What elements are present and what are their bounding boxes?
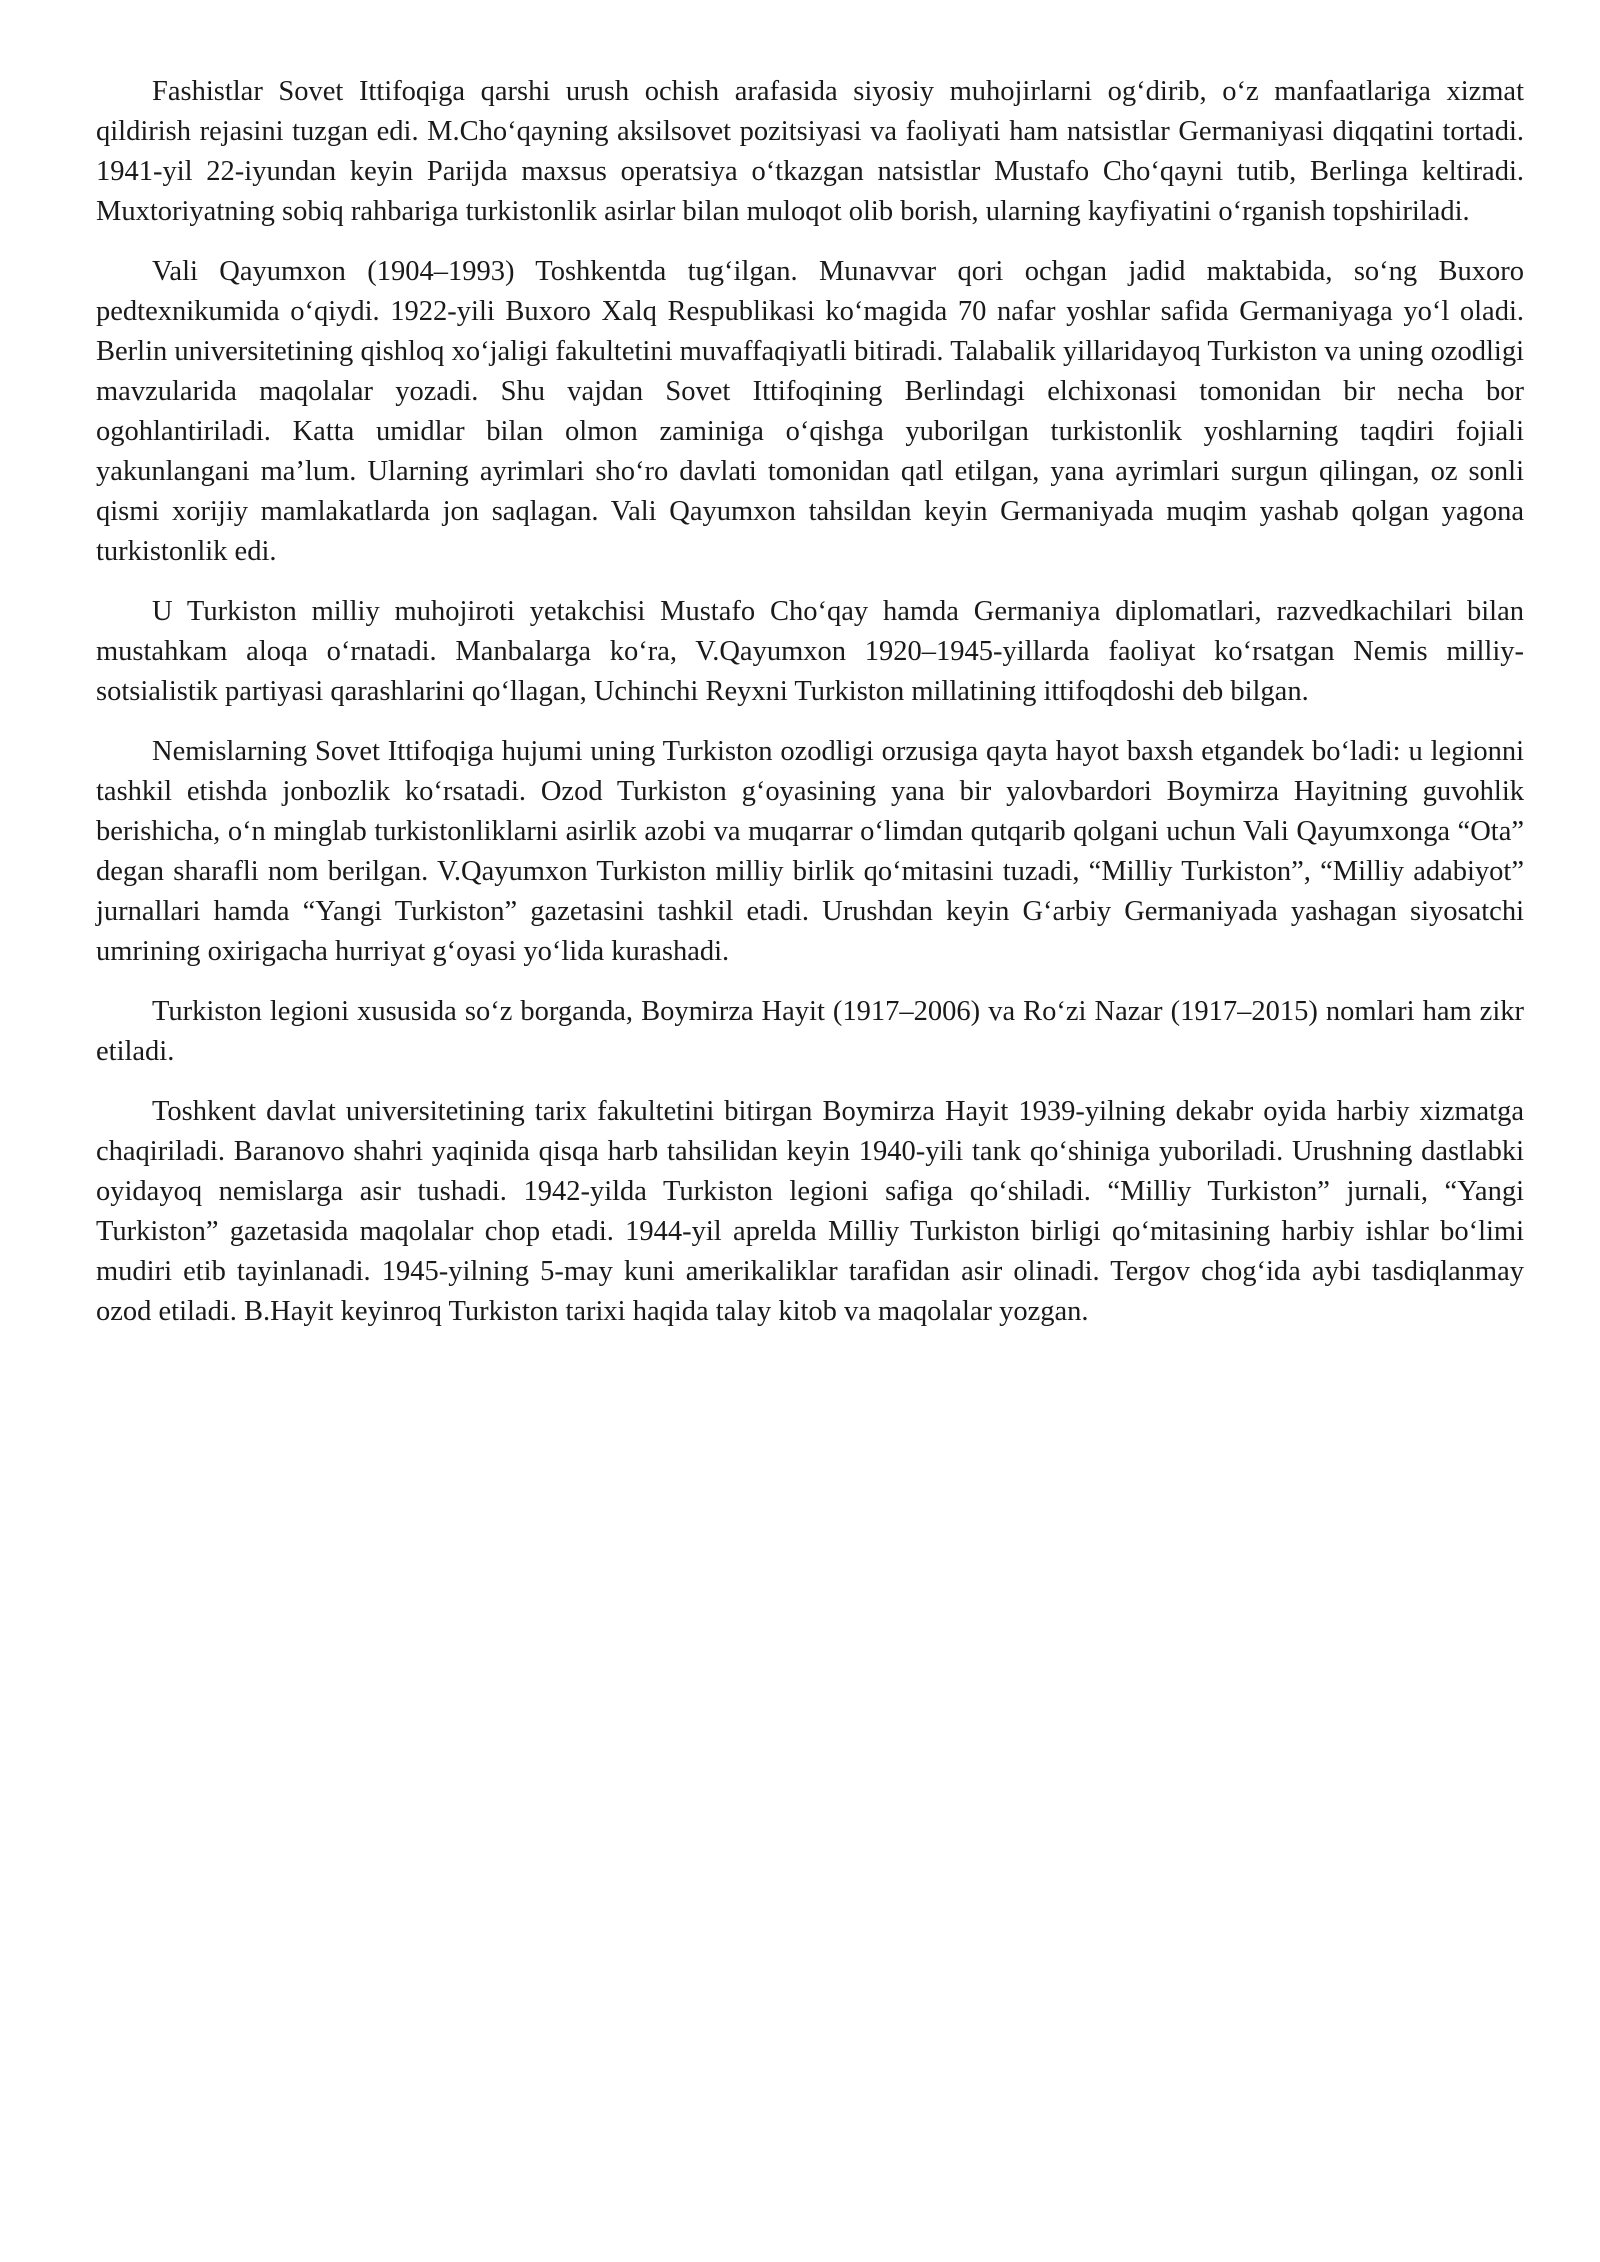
paragraph-qayumxon-contacts: U Turkiston milliy muhojiroti yetakchisi Mustafo Cho‘qay hamda Germaniya diplomatlari, razvedkachilari bilan mustahkam aloqa o‘rnatadi. Manbalarga ko‘ra, V.Qayumxon 1920–1945-yillarda faoliyat ko‘rsatgan Nemis milliy-sotsialistik partiyasi qarashlarini qo‘llagan, Uchinchi Reyxni Turkiston millatining ittifoqdoshi deb bilgan. bbox=[96, 596, 1524, 707]
document-page bbox=[96, 72, 1524, 1352]
paragraph-legion-formation: Nemislarning Sovet Ittifoqiga hujumi uning Turkiston ozodligi orzusiga qayta hayot baxsh etgandek bo‘ladi: u legionni tashkil etishda jonbozlik ko‘rsatadi. Ozod Turkiston g‘oyasining yana bir yalovbardori Boymirza Hayitning guvohlik berishicha, o‘n minglab turkistonliklarni asirlik azobi va muqarrar o‘limdan qutqarib qolgani uchun Vali Qayumxonga “Ota” degan sharafli nom berilgan. V.Qayumxon Turkiston milliy birlik qo‘mitasini tuzadi, “Milliy Turkiston”, “Milliy adabiyot” jurnallari hamda “Yangi Turkiston” gazetasini tashkil etadi. Urushdan keyin G‘arbiy Germaniyada yashagan siyosatchi umrining oxirigacha hurriyat g‘oyasi yo‘lida kurashadi. bbox=[96, 736, 1524, 967]
paragraph-fascists-plan: Fashistlar Sovet Ittifoqiga qarshi urush ochish arafasida siyosiy muhojirlarni og‘dirib, o‘z manfaatlariga xizmat qildirish rejasini tuzgan edi. M.Cho‘qayning aksilsovet pozitsiyasi va faoliyati ham natsistlar Germaniyasi diqqatini tortadi. 1941-yil 22-iyundan keyin Parijda maxsus operatsiya o‘tkazgan natsistlar Mustafo Cho‘qayni tutib, Berlinga keltiradi. Muxtoriyatning sobiq rahbariga turkistonlik asirlar bilan muloqot olib borish, ularning kayfiyatini o‘rganish topshiriladi. bbox=[96, 76, 1524, 227]
paragraph-vali-qayumxon-biography: Vali Qayumxon (1904–1993) Toshkentda tug‘ilgan. Munavvar qori ochgan jadid maktabida, so‘ng Buxoro pedtexnikumida o‘qiydi. 1922-yili Buxoro Xalq Respublikasi ko‘magida 70 nafar yoshlar safida Germaniyaga yo‘l oladi. Berlin universitetining qishloq xo‘jaligi fakultetini muvaffaqiyatli bitiradi. Talabalik yillaridayoq Turkiston va uning ozodligi mavzularida maqolalar yozadi. Shu vajdan Sovet Ittifoqining Berlindagi elchixonasi tomonidan bir necha bor ogohlantiriladi. Katta umidlar bilan olmon zaminiga o‘qishga yuborilgan turkistonlik yoshlarning taqdiri fojiali yakunlangani ma’lum. Ularning ayrimlari sho‘ro davlati tomonidan qatl etilgan, yana ayrimlari surgun qilingan, oz sonli qismi xorijiy mamlakatlarda jon saqlagan. Vali Qayumxon tahsildan keyin Germaniyada muqim yashab qolgan yagona turkistonlik edi. bbox=[96, 256, 1524, 567]
paragraph-boymirza-hayit-biography: Toshkent davlat universitetining tarix fakultetini bitirgan Boymirza Hayit 1939-yilning dekabr oyida harbiy xizmatga chaqiriladi. Baranovo shahri yaqinida qisqa harb tahsilidan keyin 1940-yili tank qo‘shiniga yuboriladi. Urushning dastlabki oyidayoq nemislarga asir tushadi. 1942-yilda Turkiston legioni safiga qo‘shiladi. “Milliy Turkiston” jurnali, “Yangi Turkiston” gazetasida maqolalar chop etadi. 1944-yil aprelda Milliy Turkiston birligi qo‘mitasining harbiy ishlar bo‘limi mudiri etib tayinlanadi. 1945-yilning 5-may kuni amerikaliklar tarafidan asir olinadi. Tergov chog‘ida aybi tasdiqlanmay ozod etiladi. B.Hayit keyinroq Turkiston tarixi haqida talay kitob va maqolalar yozgan. bbox=[96, 1096, 1524, 1327]
paragraph-legion-figures: Turkiston legioni xususida so‘z borganda, Boymirza Hayit (1917–2006) va Ro‘zi Nazar (1917–2015) nomlari ham zikr etiladi. bbox=[96, 996, 1524, 1067]
